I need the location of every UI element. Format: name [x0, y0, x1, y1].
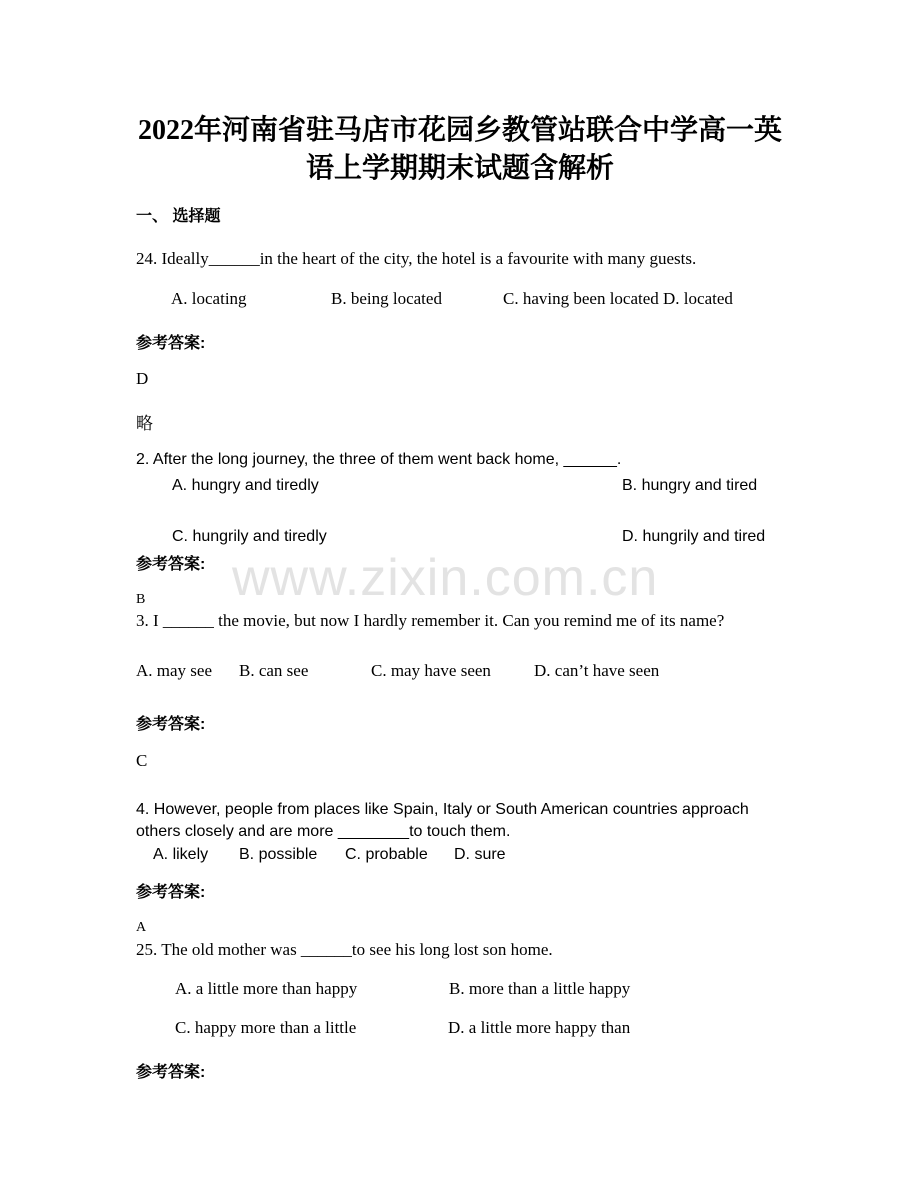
question-3-answer: C	[136, 751, 148, 770]
question-24-option-b: B. being located	[331, 289, 442, 308]
question-4-option-d: D. sure	[454, 846, 506, 863]
answer-label: 参考答案:	[136, 556, 206, 573]
question-4-stem-line1: 4. However, people from places like Spain, Italy or South American countries approach	[136, 801, 749, 818]
question-3-option-a: A. may see	[136, 661, 213, 680]
watermark: www.zixin.com.cn	[232, 549, 659, 607]
question-25-stem: 25. The old mother was ______to see his long lost son home.	[136, 940, 553, 959]
answer-label: 参考答案:	[136, 335, 206, 352]
question-25-option-b: B. more than a little happy	[449, 979, 631, 998]
question-24-explanation: 略	[136, 414, 153, 433]
page-title-line2: 语上学期期末试题含解析	[305, 153, 614, 184]
answer-label: 参考答案:	[136, 716, 206, 733]
question-3-option-b: B. can see	[239, 661, 309, 680]
question-2-option-c: C. hungrily and tiredly	[172, 528, 327, 545]
answer-label: 参考答案:	[136, 884, 206, 901]
question-3-option-d: D. can’t have seen	[534, 661, 660, 680]
question-24-option-c-d: C. having been located D. located	[503, 289, 733, 308]
question-24-option-a: A. locating	[171, 289, 247, 308]
question-4-option-b: B. possible	[239, 846, 318, 863]
question-2-stem: 2. After the long journey, the three of them went back home, ______.	[136, 451, 622, 468]
question-4-answer: A	[136, 920, 147, 935]
question-4-stem-line2: others closely and are more ________to touch them.	[136, 823, 511, 840]
question-2-option-a: A. hungry and tiredly	[172, 477, 319, 494]
question-4-option-c: C. probable	[345, 846, 428, 863]
question-24-answer: D	[136, 369, 149, 388]
question-4-option-a: A. likely	[153, 846, 209, 863]
question-25-option-c: C. happy more than a little	[175, 1018, 357, 1037]
section-heading: 一、 选择题	[136, 208, 221, 225]
answer-label: 参考答案:	[136, 1064, 206, 1081]
question-25-option-a: A. a little more than happy	[175, 979, 358, 998]
page-title-line1: 2022年河南省驻马店市花园乡教管站联合中学高一英	[137, 115, 782, 146]
question-2-option-b: B. hungry and tired	[622, 477, 758, 494]
question-25-option-d: D. a little more happy than	[448, 1018, 631, 1037]
question-2-option-d: D. hungrily and tired	[622, 528, 766, 545]
question-2-answer: B	[136, 592, 146, 607]
question-3-option-c: C. may have seen	[371, 661, 491, 680]
question-24-stem: 24. Ideally______in the heart of the city, the hotel is a favourite with many guests.	[136, 249, 697, 268]
question-3-stem: 3. I ______ the movie, but now I hardly remember it. Can you remind me of its name?	[136, 611, 725, 630]
